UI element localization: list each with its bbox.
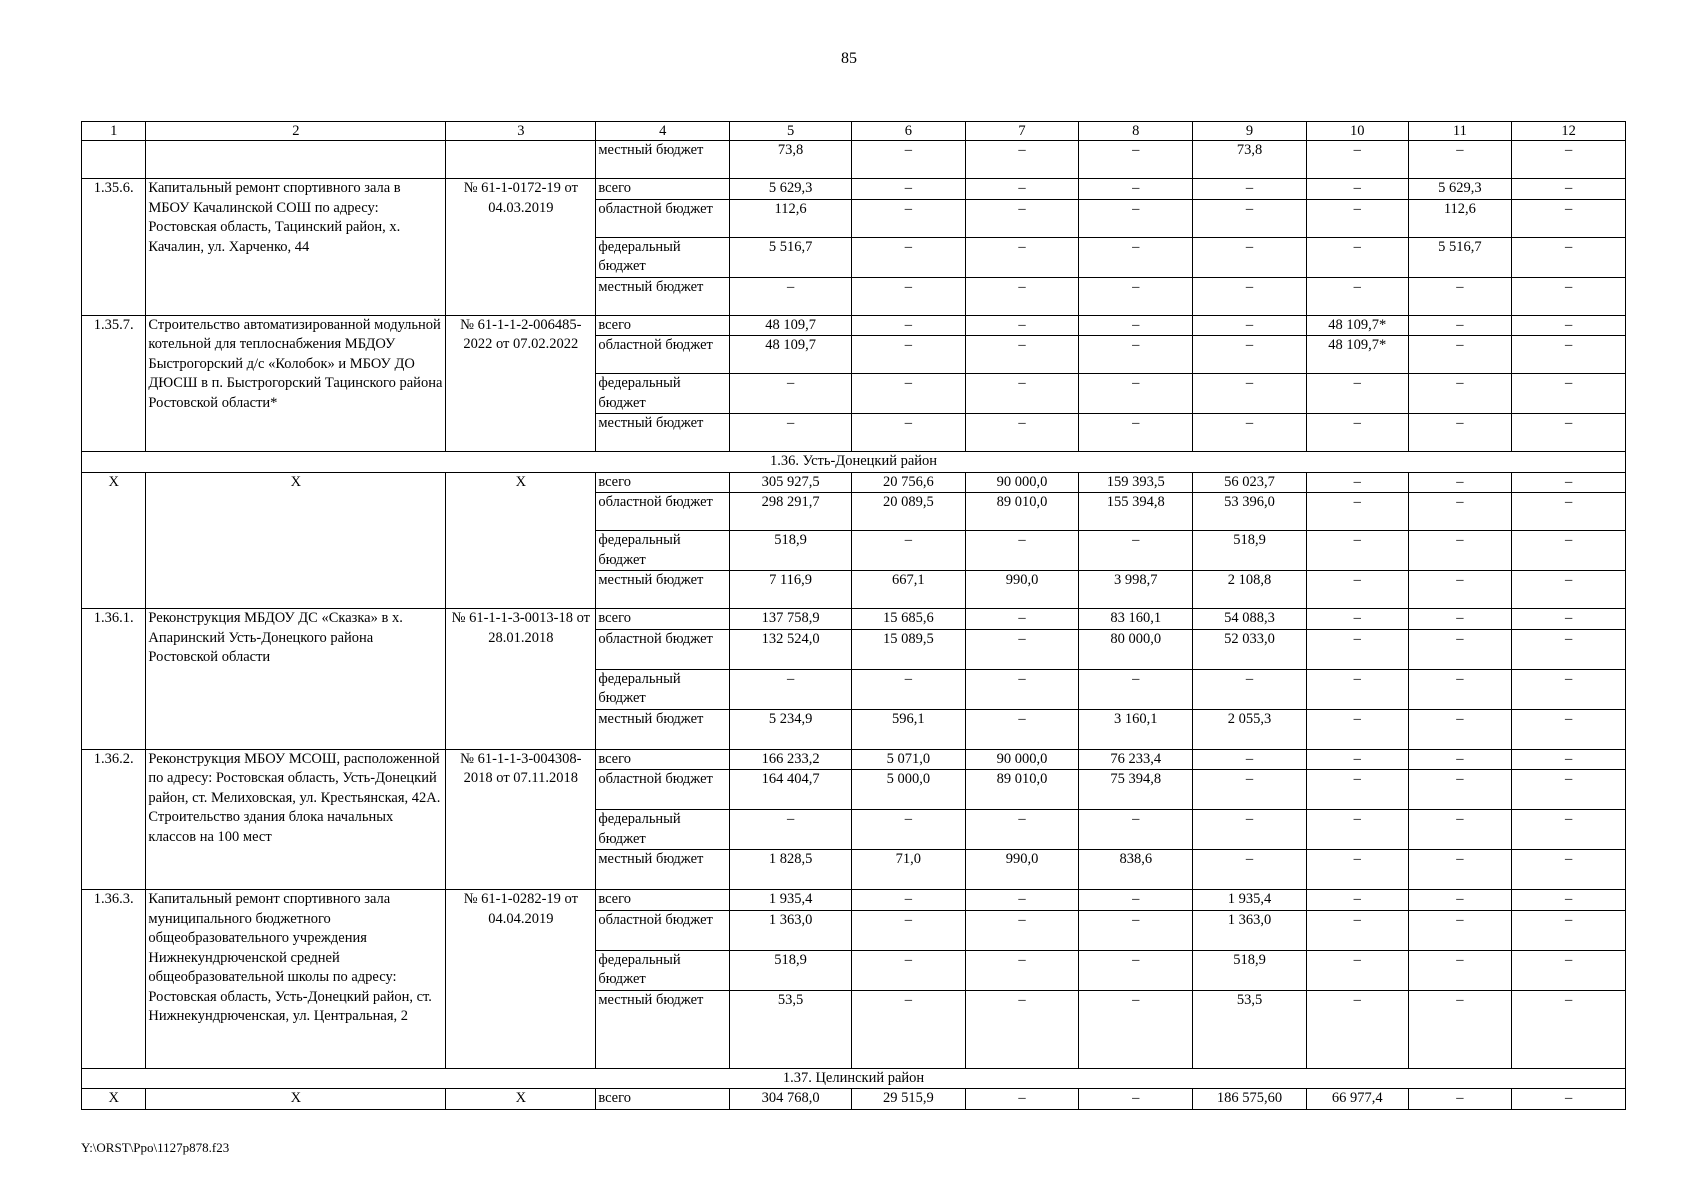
total-marker: Х: [146, 1089, 446, 1110]
value-cell: 155 394,8: [1079, 493, 1193, 531]
value-cell: 73,8: [1193, 141, 1307, 179]
value-cell: –: [1408, 770, 1512, 810]
value-cell: –: [851, 277, 965, 315]
value-cell: 164 404,7: [730, 770, 852, 810]
value-cell: –: [730, 374, 852, 414]
value-cell: –: [965, 277, 1079, 315]
value-cell: –: [851, 531, 965, 571]
col-header: 3: [446, 122, 596, 141]
value-cell: –: [1306, 629, 1408, 669]
item-name: Реконструкция МБДОУ ДС «Сказка» в х. Апаринский Усть-Донецкого района Ростовской области: [146, 609, 446, 750]
value-cell: –: [1306, 179, 1408, 200]
col-header: 8: [1079, 122, 1193, 141]
value-cell: –: [851, 890, 965, 911]
value-cell: –: [1408, 810, 1512, 850]
section-title: 1.37. Целинский район: [82, 1068, 1626, 1089]
value-cell: –: [1408, 1089, 1512, 1110]
section-title: 1.36. Усть-Донецкий район: [82, 452, 1626, 473]
value-cell: –: [851, 910, 965, 950]
value-cell: –: [1079, 890, 1193, 911]
value-cell: –: [851, 179, 965, 200]
value-cell: 3 998,7: [1079, 571, 1193, 609]
value-cell: –: [1512, 609, 1626, 630]
value-cell: –: [1512, 709, 1626, 749]
total-marker: Х: [82, 1089, 146, 1110]
col-header: 2: [146, 122, 446, 141]
value-cell: 48 109,7*: [1306, 336, 1408, 374]
value-cell: –: [1408, 472, 1512, 493]
value-cell: –: [1079, 950, 1193, 990]
value-cell: –: [1512, 950, 1626, 990]
value-cell: 53,5: [1193, 990, 1307, 1068]
item-name: Реконструкция МБОУ МСОШ, расположенной по адресу: Ростовская область, Усть-Донецкий район, ст. Мелиховская, ул. Крестьянская, 42А. Строительство здания блока начальных классов на 100 мест: [146, 749, 446, 890]
value-cell: 518,9: [1193, 950, 1307, 990]
value-cell: –: [1512, 770, 1626, 810]
value-cell: 90 000,0: [965, 749, 1079, 770]
value-cell: –: [1193, 810, 1307, 850]
value-cell: –: [1079, 179, 1193, 200]
value-cell: 667,1: [851, 571, 965, 609]
value-cell: –: [1306, 990, 1408, 1068]
value-cell: 83 160,1: [1079, 609, 1193, 630]
value-cell: 52 033,0: [1193, 629, 1307, 669]
value-cell: –: [1193, 374, 1307, 414]
value-cell: –: [1512, 850, 1626, 890]
value-cell: –: [1512, 629, 1626, 669]
empty-cell: [446, 141, 596, 179]
total-marker: Х: [446, 472, 596, 609]
value-cell: 66 977,4: [1306, 1089, 1408, 1110]
value-cell: 596,1: [851, 709, 965, 749]
table-row: [82, 1089, 1626, 1110]
value-cell: –: [1193, 199, 1307, 237]
value-cell: –: [851, 141, 965, 179]
value-cell: –: [851, 374, 965, 414]
empty-cell: [146, 141, 446, 179]
value-cell: 838,6: [1079, 850, 1193, 890]
value-cell: 71,0: [851, 850, 965, 890]
value-cell: 2 055,3: [1193, 709, 1307, 749]
col-header: 10: [1306, 122, 1408, 141]
value-cell: 5 000,0: [851, 770, 965, 810]
value-cell: –: [730, 277, 852, 315]
funding-source: местный бюджет: [596, 414, 730, 452]
value-cell: –: [1079, 810, 1193, 850]
value-cell: –: [730, 414, 852, 452]
value-cell: –: [1408, 141, 1512, 179]
value-cell: –: [1306, 850, 1408, 890]
value-cell: –: [1408, 414, 1512, 452]
value-cell: 76 233,4: [1079, 749, 1193, 770]
value-cell: –: [851, 237, 965, 277]
value-cell: –: [1408, 571, 1512, 609]
value-cell: –: [965, 179, 1079, 200]
value-cell: –: [1408, 749, 1512, 770]
value-cell: –: [1193, 850, 1307, 890]
value-cell: 15 685,6: [851, 609, 965, 630]
table-row: [82, 749, 1626, 770]
item-name: Капитальный ремонт спортивного зала в МБОУ Качалинской СОШ по адресу: Ростовская область, Тацинский район, х. Качалин, ул. Харченко, 44: [146, 179, 446, 316]
funding-source: местный бюджет: [596, 990, 730, 1068]
value-cell: –: [965, 315, 1079, 336]
value-cell: 5 071,0: [851, 749, 965, 770]
value-cell: 132 524,0: [730, 629, 852, 669]
value-cell: 518,9: [1193, 531, 1307, 571]
funding-source: всего: [596, 472, 730, 493]
value-cell: –: [1306, 910, 1408, 950]
value-cell: –: [1306, 374, 1408, 414]
value-cell: 80 000,0: [1079, 629, 1193, 669]
section-row: [82, 1068, 1626, 1089]
funding-source: областной бюджет: [596, 199, 730, 237]
value-cell: 166 233,2: [730, 749, 852, 770]
value-cell: –: [1408, 493, 1512, 531]
value-cell: 112,6: [1408, 199, 1512, 237]
value-cell: –: [1512, 141, 1626, 179]
value-cell: 54 088,3: [1193, 609, 1307, 630]
value-cell: –: [1079, 277, 1193, 315]
item-number: 1.36.3.: [82, 890, 146, 1069]
table-row: [82, 179, 1626, 200]
value-cell: –: [1512, 810, 1626, 850]
funding-source: местный бюджет: [596, 571, 730, 609]
funding-source: местный бюджет: [596, 141, 730, 179]
funding-source: федеральный бюджет: [596, 950, 730, 990]
funding-source: всего: [596, 179, 730, 200]
item-name: Капитальный ремонт спортивного зала муниципального бюджетного общеобразовательного учреждения Нижнекундрюченской средней общеобразовательной школы по адресу: Ростовская область, Усть-Донецкий район, ст. Нижнекундрюченская, ул. Центральная, 2: [146, 890, 446, 1069]
funding-source: всего: [596, 890, 730, 911]
value-cell: 73,8: [730, 141, 852, 179]
value-cell: –: [1193, 336, 1307, 374]
value-cell: –: [1512, 315, 1626, 336]
value-cell: –: [1193, 277, 1307, 315]
value-cell: –: [1079, 141, 1193, 179]
table-body: [82, 122, 1626, 1110]
item-code: № 61-1-0172-19 от 04.03.2019: [446, 179, 596, 316]
funding-source: федеральный бюджет: [596, 374, 730, 414]
value-cell: –: [1079, 374, 1193, 414]
value-cell: –: [1193, 179, 1307, 200]
value-cell: –: [1512, 890, 1626, 911]
item-number: 1.36.1.: [82, 609, 146, 750]
value-cell: –: [965, 629, 1079, 669]
total-marker: Х: [446, 1089, 596, 1110]
value-cell: 1 935,4: [1193, 890, 1307, 911]
page-number: 85: [841, 50, 857, 67]
col-header: 7: [965, 122, 1079, 141]
value-cell: –: [851, 810, 965, 850]
value-cell: 518,9: [730, 531, 852, 571]
value-cell: –: [1512, 414, 1626, 452]
item-number: 1.35.7.: [82, 315, 146, 452]
value-cell: –: [851, 414, 965, 452]
table-row: [82, 890, 1626, 911]
value-cell: –: [1306, 770, 1408, 810]
value-cell: –: [851, 990, 965, 1068]
value-cell: 48 109,7: [730, 315, 852, 336]
col-header: 12: [1512, 122, 1626, 141]
value-cell: 159 393,5: [1079, 472, 1193, 493]
value-cell: –: [965, 141, 1079, 179]
funding-source: федеральный бюджет: [596, 810, 730, 850]
value-cell: –: [965, 374, 1079, 414]
table-row: [82, 141, 1626, 179]
item-code: № 61-1-0282-19 от 04.04.2019: [446, 890, 596, 1069]
value-cell: 5 629,3: [730, 179, 852, 200]
value-cell: –: [1512, 374, 1626, 414]
value-cell: –: [965, 199, 1079, 237]
value-cell: 1 363,0: [730, 910, 852, 950]
value-cell: 298 291,7: [730, 493, 852, 531]
value-cell: 1 935,4: [730, 890, 852, 911]
item-code: № 61-1-1-2-006485-2022 от 07.02.2022: [446, 315, 596, 452]
value-cell: –: [1306, 749, 1408, 770]
value-cell: –: [730, 810, 852, 850]
value-cell: –: [1079, 237, 1193, 277]
value-cell: –: [1306, 237, 1408, 277]
value-cell: 89 010,0: [965, 493, 1079, 531]
value-cell: –: [1079, 315, 1193, 336]
value-cell: –: [1306, 669, 1408, 709]
value-cell: 90 000,0: [965, 472, 1079, 493]
value-cell: –: [965, 950, 1079, 990]
value-cell: 990,0: [965, 571, 1079, 609]
value-cell: 15 089,5: [851, 629, 965, 669]
value-cell: –: [851, 199, 965, 237]
value-cell: –: [1306, 609, 1408, 630]
value-cell: –: [851, 336, 965, 374]
col-header: 1: [82, 122, 146, 141]
value-cell: –: [1079, 531, 1193, 571]
value-cell: 53,5: [730, 990, 852, 1068]
value-cell: –: [1306, 141, 1408, 179]
funding-source: местный бюджет: [596, 709, 730, 749]
value-cell: –: [965, 890, 1079, 911]
value-cell: –: [1079, 336, 1193, 374]
value-cell: –: [1512, 277, 1626, 315]
value-cell: –: [1408, 890, 1512, 911]
value-cell: –: [1408, 629, 1512, 669]
value-cell: –: [1408, 850, 1512, 890]
funding-source: местный бюджет: [596, 850, 730, 890]
value-cell: –: [1193, 749, 1307, 770]
value-cell: 304 768,0: [730, 1089, 852, 1110]
value-cell: –: [965, 810, 1079, 850]
value-cell: –: [965, 336, 1079, 374]
col-header: 9: [1193, 122, 1307, 141]
value-cell: –: [1306, 277, 1408, 315]
funding-source: областной бюджет: [596, 910, 730, 950]
value-cell: –: [1306, 810, 1408, 850]
section-row: [82, 452, 1626, 473]
value-cell: –: [965, 910, 1079, 950]
value-cell: 5 629,3: [1408, 179, 1512, 200]
value-cell: 48 109,7: [730, 336, 852, 374]
value-cell: –: [851, 315, 965, 336]
col-header: 4: [596, 122, 730, 141]
item-number: 1.35.6.: [82, 179, 146, 316]
value-cell: 5 234,9: [730, 709, 852, 749]
value-cell: –: [965, 709, 1079, 749]
value-cell: –: [1306, 472, 1408, 493]
funding-source: всего: [596, 609, 730, 630]
value-cell: –: [1193, 770, 1307, 810]
value-cell: 7 116,9: [730, 571, 852, 609]
value-cell: –: [1193, 237, 1307, 277]
file-path-footer: Y:\ORST\Ppo\1127p878.f23: [81, 1140, 230, 1155]
table-row: [82, 315, 1626, 336]
value-cell: –: [965, 1089, 1079, 1110]
col-header: 5: [730, 122, 852, 141]
funding-source: областной бюджет: [596, 770, 730, 810]
value-cell: –: [1512, 336, 1626, 374]
value-cell: 2 108,8: [1193, 571, 1307, 609]
value-cell: 89 010,0: [965, 770, 1079, 810]
funding-source: всего: [596, 315, 730, 336]
funding-source: всего: [596, 749, 730, 770]
value-cell: –: [1306, 531, 1408, 571]
value-cell: –: [1408, 277, 1512, 315]
total-marker: Х: [82, 472, 146, 609]
value-cell: 518,9: [730, 950, 852, 990]
item-code: № 61-1-1-3-004308-2018 от 07.11.2018: [446, 749, 596, 890]
value-cell: –: [1193, 414, 1307, 452]
value-cell: –: [1512, 199, 1626, 237]
item-code: № 61-1-1-3-0013-18 от 28.01.2018: [446, 609, 596, 750]
value-cell: –: [1512, 571, 1626, 609]
value-cell: 990,0: [965, 850, 1079, 890]
value-cell: –: [1512, 1089, 1626, 1110]
value-cell: 56 023,7: [1193, 472, 1307, 493]
value-cell: –: [1079, 414, 1193, 452]
item-number: 1.36.2.: [82, 749, 146, 890]
value-cell: –: [1306, 493, 1408, 531]
value-cell: –: [1079, 910, 1193, 950]
value-cell: –: [1512, 990, 1626, 1068]
value-cell: 29 515,9: [851, 1089, 965, 1110]
value-cell: –: [1079, 990, 1193, 1068]
value-cell: –: [1408, 709, 1512, 749]
value-cell: 20 089,5: [851, 493, 965, 531]
value-cell: –: [1306, 950, 1408, 990]
value-cell: –: [1408, 950, 1512, 990]
value-cell: 20 756,6: [851, 472, 965, 493]
table-row: [82, 609, 1626, 630]
value-cell: –: [965, 990, 1079, 1068]
item-name: Строительство автоматизированной модульной котельной для теплоснабжения МБДОУ Быстрогорский д/с «Колобок» и МБОУ ДО ДЮСШ в п. Быстрогорский Тацинского района Ростовской области*: [146, 315, 446, 452]
value-cell: 48 109,7*: [1306, 315, 1408, 336]
value-cell: –: [1408, 669, 1512, 709]
funding-source: федеральный бюджет: [596, 669, 730, 709]
value-cell: 53 396,0: [1193, 493, 1307, 531]
value-cell: –: [1512, 531, 1626, 571]
value-cell: –: [1512, 179, 1626, 200]
funding-source: областной бюджет: [596, 629, 730, 669]
value-cell: 75 394,8: [1079, 770, 1193, 810]
value-cell: –: [851, 669, 965, 709]
value-cell: –: [1408, 336, 1512, 374]
value-cell: –: [1306, 199, 1408, 237]
value-cell: –: [1079, 669, 1193, 709]
value-cell: –: [1408, 609, 1512, 630]
value-cell: 3 160,1: [1079, 709, 1193, 749]
funding-source: федеральный бюджет: [596, 531, 730, 571]
value-cell: –: [1079, 1089, 1193, 1110]
funding-source: областной бюджет: [596, 336, 730, 374]
value-cell: 1 828,5: [730, 850, 852, 890]
value-cell: –: [1512, 669, 1626, 709]
value-cell: –: [1306, 414, 1408, 452]
value-cell: –: [1512, 472, 1626, 493]
budget-table: [81, 121, 1626, 1110]
value-cell: 5 516,7: [1408, 237, 1512, 277]
col-header: 6: [851, 122, 965, 141]
value-cell: –: [1408, 315, 1512, 336]
funding-source: местный бюджет: [596, 277, 730, 315]
value-cell: –: [1408, 531, 1512, 571]
value-cell: –: [965, 531, 1079, 571]
value-cell: –: [965, 414, 1079, 452]
value-cell: –: [1079, 199, 1193, 237]
value-cell: –: [1512, 237, 1626, 277]
value-cell: –: [1306, 890, 1408, 911]
funding-source: всего: [596, 1089, 730, 1110]
funding-source: федеральный бюджет: [596, 237, 730, 277]
value-cell: –: [965, 609, 1079, 630]
value-cell: –: [1193, 669, 1307, 709]
value-cell: –: [965, 669, 1079, 709]
value-cell: –: [1408, 374, 1512, 414]
value-cell: –: [1306, 709, 1408, 749]
funding-source: областной бюджет: [596, 493, 730, 531]
value-cell: –: [851, 950, 965, 990]
value-cell: –: [965, 237, 1079, 277]
value-cell: –: [1512, 910, 1626, 950]
value-cell: –: [1512, 749, 1626, 770]
value-cell: –: [1408, 990, 1512, 1068]
value-cell: –: [1306, 571, 1408, 609]
value-cell: 5 516,7: [730, 237, 852, 277]
total-marker: Х: [146, 472, 446, 609]
value-cell: –: [1408, 910, 1512, 950]
value-cell: –: [1193, 315, 1307, 336]
table-row: [82, 472, 1626, 493]
value-cell: 112,6: [730, 199, 852, 237]
value-cell: –: [730, 669, 852, 709]
empty-cell: [82, 141, 146, 179]
col-header: 11: [1408, 122, 1512, 141]
value-cell: –: [1512, 493, 1626, 531]
value-cell: 1 363,0: [1193, 910, 1307, 950]
value-cell: 305 927,5: [730, 472, 852, 493]
header-row: [82, 122, 1626, 141]
value-cell: 186 575,60: [1193, 1089, 1307, 1110]
value-cell: 137 758,9: [730, 609, 852, 630]
